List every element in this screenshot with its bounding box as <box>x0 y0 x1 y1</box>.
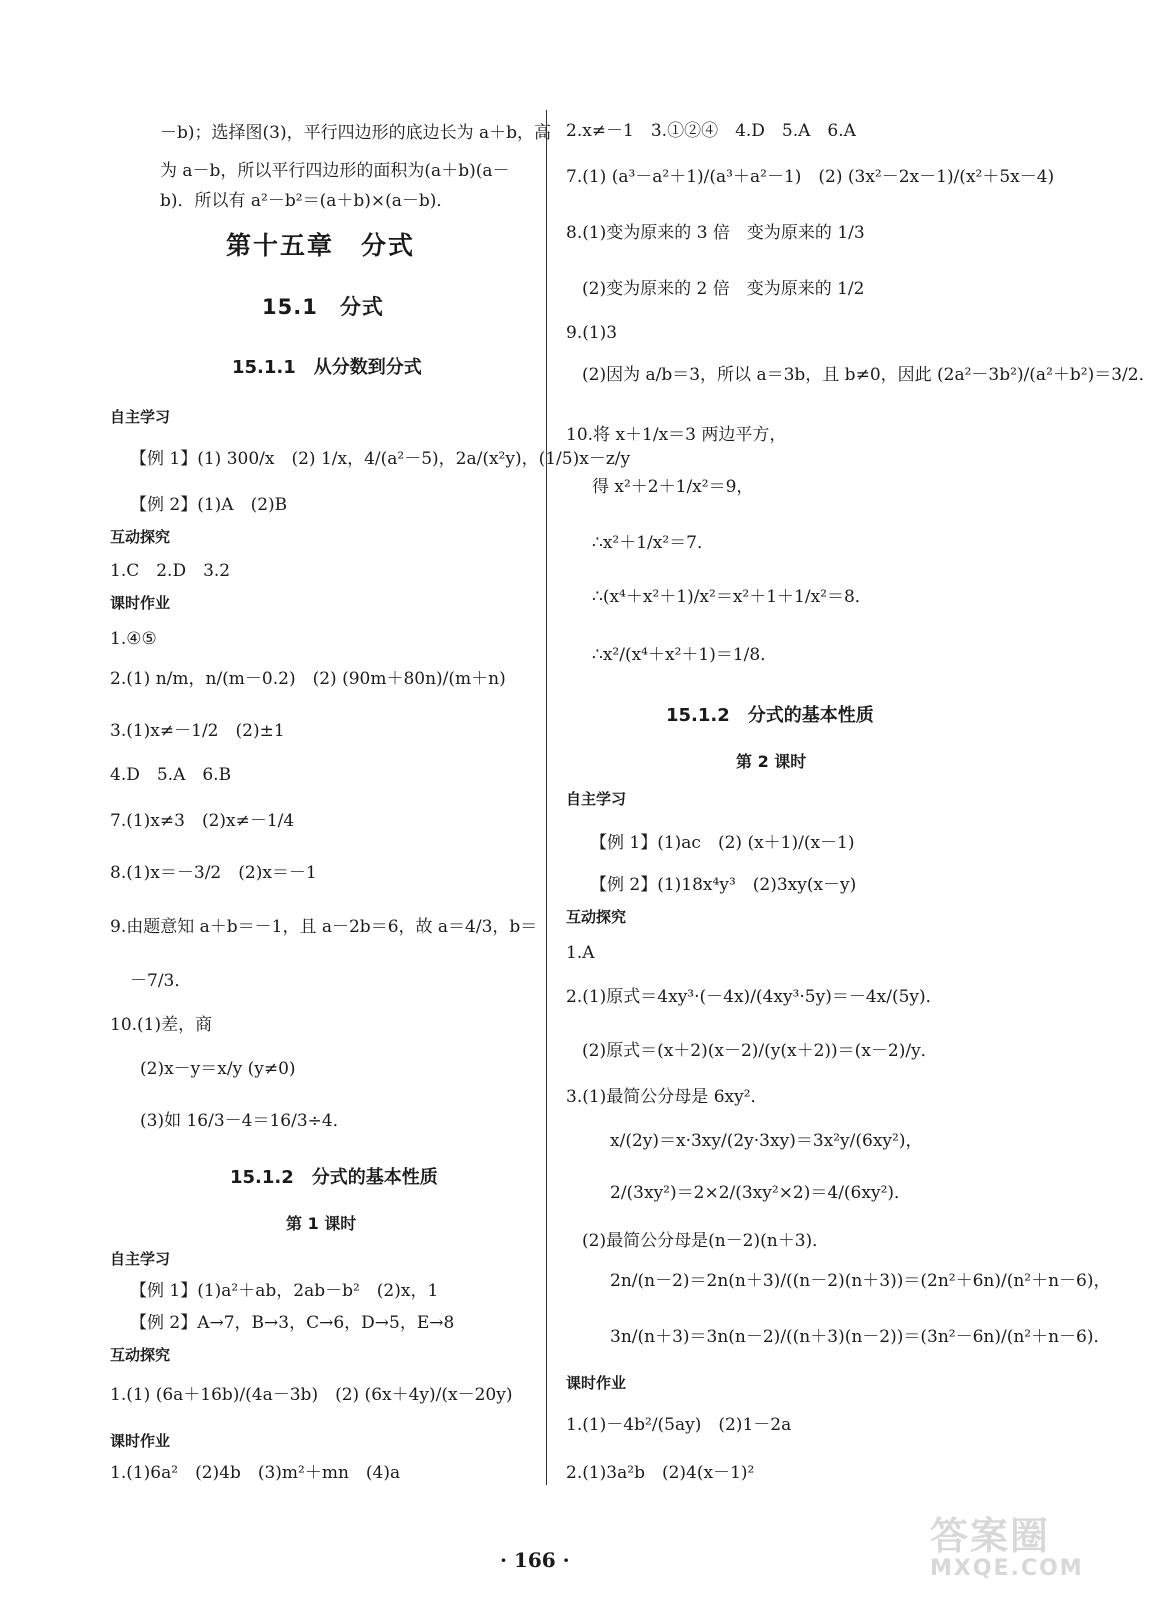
watermark-url: MXQE.COM <box>930 1556 1084 1581</box>
interactive-line: 2/(3xy²)＝2×2/(3xy²×2)＝4/(6xy²)． <box>610 1183 912 1203</box>
homework-line: 1.(1)6a² (2)4b (3)m²＋mn (4)a <box>110 1463 401 1483</box>
homework-line: 9.由题意知 a＋b＝－1，且 a－2b＝6，故 a＝4/3，b＝ <box>110 917 538 937</box>
homework-line: 8.(1)x＝－3/2 (2)x＝－1 <box>110 863 317 883</box>
heading-homework: 课时作业 <box>110 594 171 612</box>
interactive-line: 3.(1)最简公分母是 6xy²． <box>566 1087 768 1107</box>
example-1: 【例 1】(1)ac (2) (x＋1)/(x－1) <box>590 833 855 853</box>
subsection-title: 15.1.1 从分数到分式 <box>232 357 422 378</box>
chapter-title: 第十五章 分式 <box>226 231 416 260</box>
homework-line: －7/3． <box>130 971 192 991</box>
heading-self-study: 自主学习 <box>110 1250 171 1268</box>
heading-homework: 课时作业 <box>566 1374 627 1392</box>
answer-line: (2)因为 a/b＝3，所以 a＝3b，且 b≠0，因此 (2a²－3b²)/(a²＋b²)＝3/2． <box>582 365 1156 385</box>
lesson-2-title: 第 2 课时 <box>736 752 807 771</box>
intro-line-2: 为 a－b，所以平行四边形的面积为(a＋b)(a－ <box>160 161 510 181</box>
interactive-answers: 1.(1) (6a＋16b)/(4a－3b) (2) (6x＋4y)/(x－20y) <box>110 1385 513 1405</box>
homework-line: 1.(1)－4b²/(5ay) (2)1－2a <box>566 1415 792 1435</box>
column-divider <box>546 110 547 1485</box>
section-title: 15.1 分式 <box>262 295 384 319</box>
homework-line: 1.④⑤ <box>110 629 157 649</box>
interactive-line: (2)原式＝(x＋2)(x－2)/(y(x＋2))＝(x－2)/y． <box>582 1041 938 1061</box>
homework-line: (2)x－y＝x/y (y≠0) <box>140 1059 296 1079</box>
example-2: 【例 2】A→7，B→3，C→6，D→5，E→8 <box>130 1313 455 1333</box>
answer-line: (2)变为原来的 2 倍 变为原来的 1/2 <box>582 279 865 299</box>
homework-line: 4.D 5.A 6.B <box>110 765 232 785</box>
homework-line: 2.(1) n/m，n/(m－0.2) (2) (90m＋80n)/(m＋n) <box>110 669 506 689</box>
heading-homework: 课时作业 <box>110 1432 171 1450</box>
interactive-answers: 1.C 2.D 3.2 <box>110 561 231 581</box>
homework-line: 10.(1)差，商 <box>110 1015 213 1035</box>
interactive-line: (2)最简公分母是(n－2)(n＋3)． <box>582 1231 830 1251</box>
homework-line: 7.(1)x≠3 (2)x≠－1/4 <box>110 811 295 831</box>
heading-interactive: 互动探究 <box>110 1346 171 1364</box>
subsection-title-2: 15.1.2 分式的基本性质 <box>230 1167 438 1188</box>
answer-line: 得 x²＋2＋1/x²＝9， <box>592 477 754 497</box>
answer-line: 8.(1)变为原来的 3 倍 变为原来的 1/3 <box>566 223 865 243</box>
answer-line: 9.(1)3 <box>566 323 618 343</box>
example-1: 【例 1】(1) 300/x (2) 1/x，4/(a²－5)，2a/(x²y)，(1/5)x－z/y <box>130 449 631 469</box>
homework-line: 3.(1)x≠－1/2 (2)±1 <box>110 721 285 741</box>
interactive-line: 3n/(n＋3)＝3n(n－2)/((n＋3)(n－2))＝(3n²－6n)/(n²＋n－6)． <box>610 1327 1111 1347</box>
example-2: 【例 2】(1)A (2)B <box>130 495 288 515</box>
subsection-title: 15.1.2 分式的基本性质 <box>666 705 874 726</box>
interactive-line: 2.(1)原式＝4xy³·(－4x)/(4xy³·5y)＝－4x/(5y)． <box>566 987 943 1007</box>
watermark-logo <box>930 1505 1084 1581</box>
answer-line: ∴(x⁴＋x²＋1)/x²＝x²＋1＋1/x²＝8． <box>592 587 872 607</box>
interactive-line: 1.A <box>566 943 595 963</box>
interactive-line: x/(2y)＝x·3xy/(2y·3xy)＝3x²y/(6xy²)， <box>610 1131 923 1151</box>
answer-line: 7.(1) (a³－a²＋1)/(a³＋a²－1) (2) (3x²－2x－1)/(x²＋5x－4) <box>566 167 1055 187</box>
heading-interactive: 互动探究 <box>110 528 171 546</box>
homework-line: 2.(1)3a²b (2)4(x－1)² <box>566 1463 755 1483</box>
intro-line-3: b)．所以有 a²－b²＝(a＋b)×(a－b)． <box>160 191 454 211</box>
example-2: 【例 2】(1)18x⁴y³ (2)3xy(x－y) <box>590 875 857 895</box>
homework-line: (3)如 16/3－4＝16/3÷4． <box>140 1111 350 1131</box>
answer-line: ∴x²＋1/x²＝7． <box>592 533 714 553</box>
answer-line: 2.x≠－1 3.①②④ 4.D 5.A 6.A <box>566 121 856 141</box>
intro-line-1: －b)；选择图(3)，平行四边形的底边长为 a＋b，高 <box>160 123 552 143</box>
heading-self-study: 自主学习 <box>110 408 171 426</box>
watermark-text: 答案圈 <box>930 1514 1051 1558</box>
answer-line: ∴x²/(x⁴＋x²＋1)＝1/8． <box>592 645 778 665</box>
heading-self-study: 自主学习 <box>566 790 627 808</box>
example-1: 【例 1】(1)a²＋ab，2ab－b² (2)x，1 <box>130 1281 439 1301</box>
page-number: · 166 · <box>500 1548 570 1572</box>
interactive-line: 2n/(n－2)＝2n(n＋3)/((n－2)(n＋3))＝(2n²＋6n)/(n²＋n－6)， <box>610 1271 1111 1291</box>
lesson-1-title: 第 1 课时 <box>286 1214 357 1233</box>
answer-line: 10.将 x＋1/x＝3 两边平方， <box>566 425 787 445</box>
heading-interactive: 互动探究 <box>566 908 627 926</box>
